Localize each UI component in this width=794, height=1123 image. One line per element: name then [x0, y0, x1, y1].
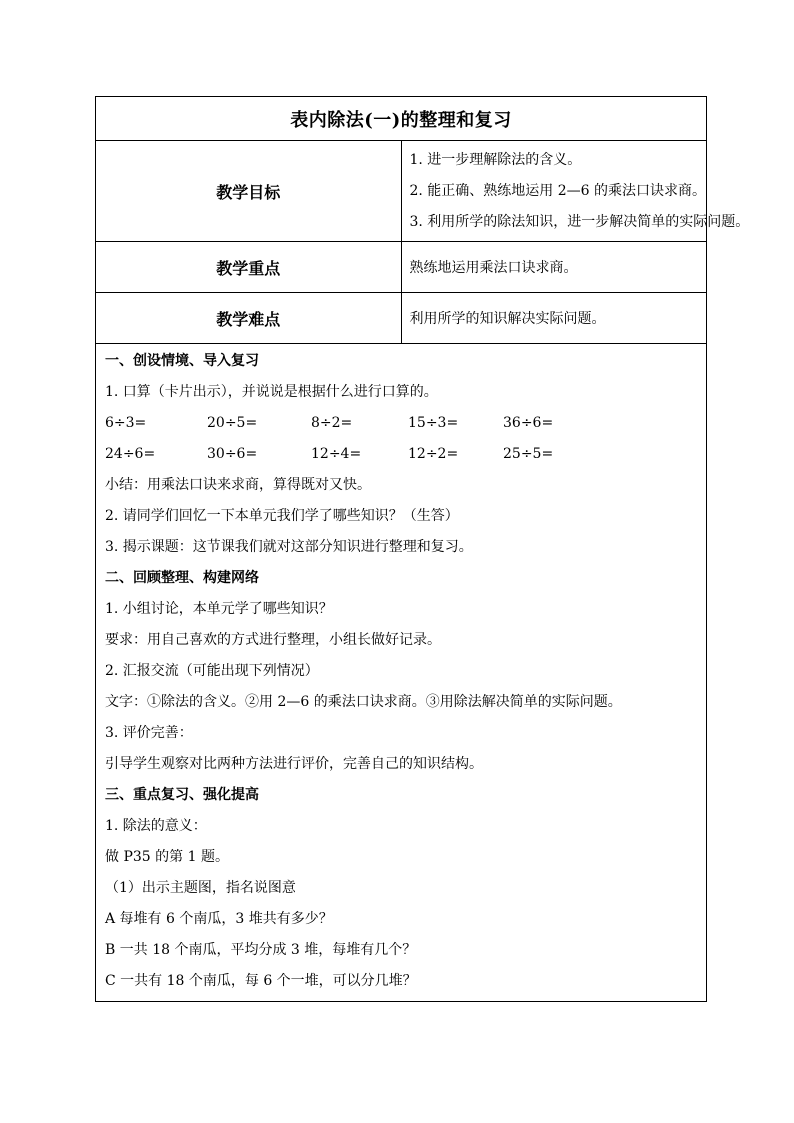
process-line: 要求：用自己喜欢的方式进行整理，小组长做好记录。: [105, 632, 441, 648]
process-line: A 每堆有 6 个南瓜，3 堆共有多少？: [105, 911, 333, 927]
lesson-title: 表内除法(一)的整理和复习: [96, 97, 707, 141]
calc-item: 25÷5=: [503, 446, 554, 462]
goal-item: 2. 能正确、熟练地运用 2—6 的乘法口诀求商。: [409, 182, 707, 199]
goals-content: [401, 141, 750, 242]
section-heading: 一、创设情境、导入复习: [105, 353, 259, 369]
calc-item: 8÷2=: [311, 415, 353, 431]
calc-item: 15÷3=: [408, 415, 459, 431]
process-line: 3. 揭示课题：这节课我们就对这部分知识进行整理和复习。: [105, 539, 473, 555]
process-line: 引导学生观察对比两种方法进行评价，完善自己的知识结构。: [105, 756, 483, 772]
calc-row: [105, 439, 706, 470]
teaching-process: [96, 344, 707, 1002]
process-line: 2. 汇报交流（可能出现下列情况）: [105, 663, 319, 679]
calc-item: 6÷3=: [105, 415, 147, 431]
difficulty-text: 利用所学的知识解决实际问题。: [401, 293, 707, 344]
process-line: 1. 除法的意义：: [105, 818, 207, 834]
key-point-label: 教学重点: [96, 242, 402, 293]
section-heading: 三、重点复习、强化提高: [105, 787, 259, 803]
calc-item: 24÷6=: [105, 446, 156, 462]
calc-item: 20÷5=: [207, 415, 258, 431]
process-line: 做 P35 的第 1 题。: [105, 849, 229, 865]
lesson-plan-table: [95, 96, 750, 1002]
calc-item: 12÷2=: [408, 446, 459, 462]
calc-row: [105, 408, 706, 439]
process-line: 3. 评价完善：: [105, 725, 193, 741]
goals-label: 教学目标: [96, 141, 402, 242]
process-line: 文字：①除法的含义。②用 2—6 的乘法口诀求商。③用除法解决简单的实际问题。: [105, 694, 622, 710]
section-heading: 二、回顾整理、构建网络: [105, 570, 259, 586]
process-line: 1. 小组讨论，本单元学了哪些知识？: [105, 601, 333, 617]
process-line: B 一共 18 个南瓜，平均分成 3 堆，每堆有几个？: [105, 942, 417, 958]
process-line: 小结：用乘法口诀来求商，算得既对又快。: [105, 477, 371, 493]
difficulty-label: 教学难点: [96, 293, 402, 344]
goal-item: 3. 利用所学的除法知识，进一步解决简单的实际问题。: [409, 213, 750, 230]
key-point-text: 熟练地运用乘法口诀求商。: [401, 242, 707, 293]
process-line: （1）出示主题图，指名说图意: [105, 880, 296, 896]
calc-item: 36÷6=: [503, 415, 554, 431]
process-line: 2. 请同学们回忆一下本单元我们学了哪些知识？（生答）: [105, 508, 459, 524]
calc-item: 12÷4=: [311, 446, 362, 462]
goal-item: 1. 进一步理解除法的含义。: [409, 151, 582, 168]
process-line: 1. 口算（卡片出示），并说说是根据什么进行口算的。: [105, 384, 438, 400]
process-line: C 一共有 18 个南瓜，每 6 个一堆，可以分几堆？: [105, 973, 417, 989]
calc-item: 30÷6=: [207, 446, 258, 462]
